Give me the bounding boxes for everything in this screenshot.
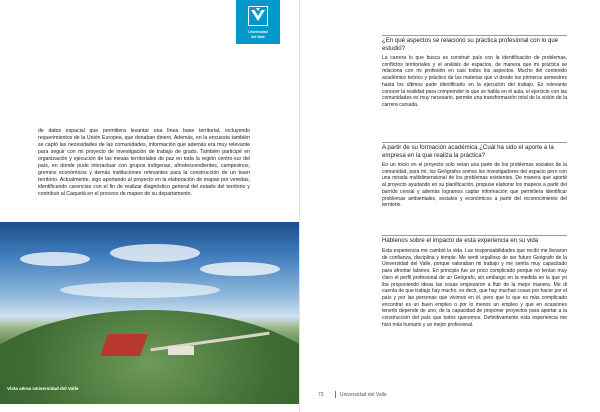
right-page	[300, 0, 600, 412]
section-rule	[382, 142, 567, 143]
section-3-heading: Háblenos sobre el impacto de esta experiencia en su vida	[382, 237, 539, 244]
section-3-paragraph: Esta experiencia me cambió la vida. Las responsabilidades que recibí me llenaron de confianza, disciplina y temple. Me sentí orgulloso de ser futuro Geógrafo de la Universidad del Valle, porque valoraban mi trabajo y me sentía muy capacitado para afrontar labores. En principio fue un poco complicado porque no tenían muy claro el perfil profesional de un Geógrafo, sin embargo en la medida en la que yo iba proponiendo ideas las cosas empezaron a fluir de la mejor manera. Me di cuenta de que trabajo hay mucho, es decir, que hay muchas cosas por hacer por el país y por las personas que vivimos en él, pero que lo que es más complicado encontrar es un buen empleo o por lo menos un empleo y que en ocasiones tenerlo depende de uno, de la capacidad de proponer proyectos para aportar a la construcción del país que todos queremos. Definitivamente esta experiencia me hizo más humano y un mejor profesional.	[382, 248, 567, 328]
page-number: 72	[318, 392, 324, 398]
footer-divider	[335, 391, 336, 398]
cloud-shape	[110, 244, 200, 262]
footer-title: Universidad del Valle	[340, 392, 387, 398]
logo-line-1: Universidad	[248, 30, 268, 34]
section-1-paragraph: La carrera lo que busca es construir país con la identificación de problemas, conflictos territoriales y el análisis de espacios, de manera que mi práctica se relaciona con mi profesión en casi todos los aspectos. Mucho del contenido académico teórico y práctico de las materias que vi desde los primeros semestres hasta los últimos pude identificarlo en la ejecución del trabajo. Es relevante conocer la realidad para comprender lo que se habla en el aula, el ejercicio con las comunidades es muy necesario, permite una transformación total de la visión de la carrera cursada.	[382, 55, 567, 108]
section-2-paragraph: En un inicio en el proyecto solo veían una parte de los problemas sociales de la comunidad, para mí, los Geógrafos somos los investigadores del espacio pero con una mirada multidimensional de los problemas existentes. De manera que aporté al proyecto ayudando en su planificación, propuse elaborar los mapeos a partir del barrido censal y además logramos captar información que permitiera identificar problemas ambientales, sociales y económicos a partir del reconocimiento del territorio.	[382, 162, 567, 209]
section-rule	[382, 235, 567, 236]
left-body-text: de datos espacial que permitiera levantar una línea base territorial, incluyendo requerimientos de la Unión Europea, que donaban dinero. Además, en la encuesta también se captó las necesidades de las comunidades, información que además era muy relevante para seguir con mi proyecto de investigación de trabajo de grado. También participé en organización y ejecución de las mesas territoriales de paz en toda la región centro-sur del país, en donde pude interactuar con grupos indígenas, afrodescendientes, campesinos, gremios económicos y demás instituciones relevantes para la construcción de un buen territorio. Actualmente, sigo aportando al proyecto en la elaboración de mapas por veredas, identificando carencias con el fin de realizar diagnóstico general del estado del territorio y contribuir al Caquetá en el proceso de mapeo de su departamento.	[38, 128, 250, 198]
section-rule	[382, 35, 567, 36]
section-1-heading: ¿En qué aspectos se relacionó su práctica profesional con lo que estudió?	[382, 37, 559, 52]
photo-caption: Vista aérea Universidad del Valle	[7, 386, 79, 391]
university-logo	[236, 0, 280, 44]
section-2-heading: A partir de su formación académica ¿Cuál ha sido el aporte a la empresa en la que realiza la práctica?	[382, 144, 554, 159]
red-roof-building	[100, 334, 148, 356]
aerial-photo	[0, 222, 300, 404]
logo-emblem-icon	[248, 6, 268, 26]
cloud-shape	[60, 282, 220, 298]
cloud-shape	[200, 262, 280, 276]
cloud-shape	[20, 252, 90, 266]
logo-line-2: del Valle	[251, 35, 265, 39]
campus-building	[168, 346, 194, 355]
